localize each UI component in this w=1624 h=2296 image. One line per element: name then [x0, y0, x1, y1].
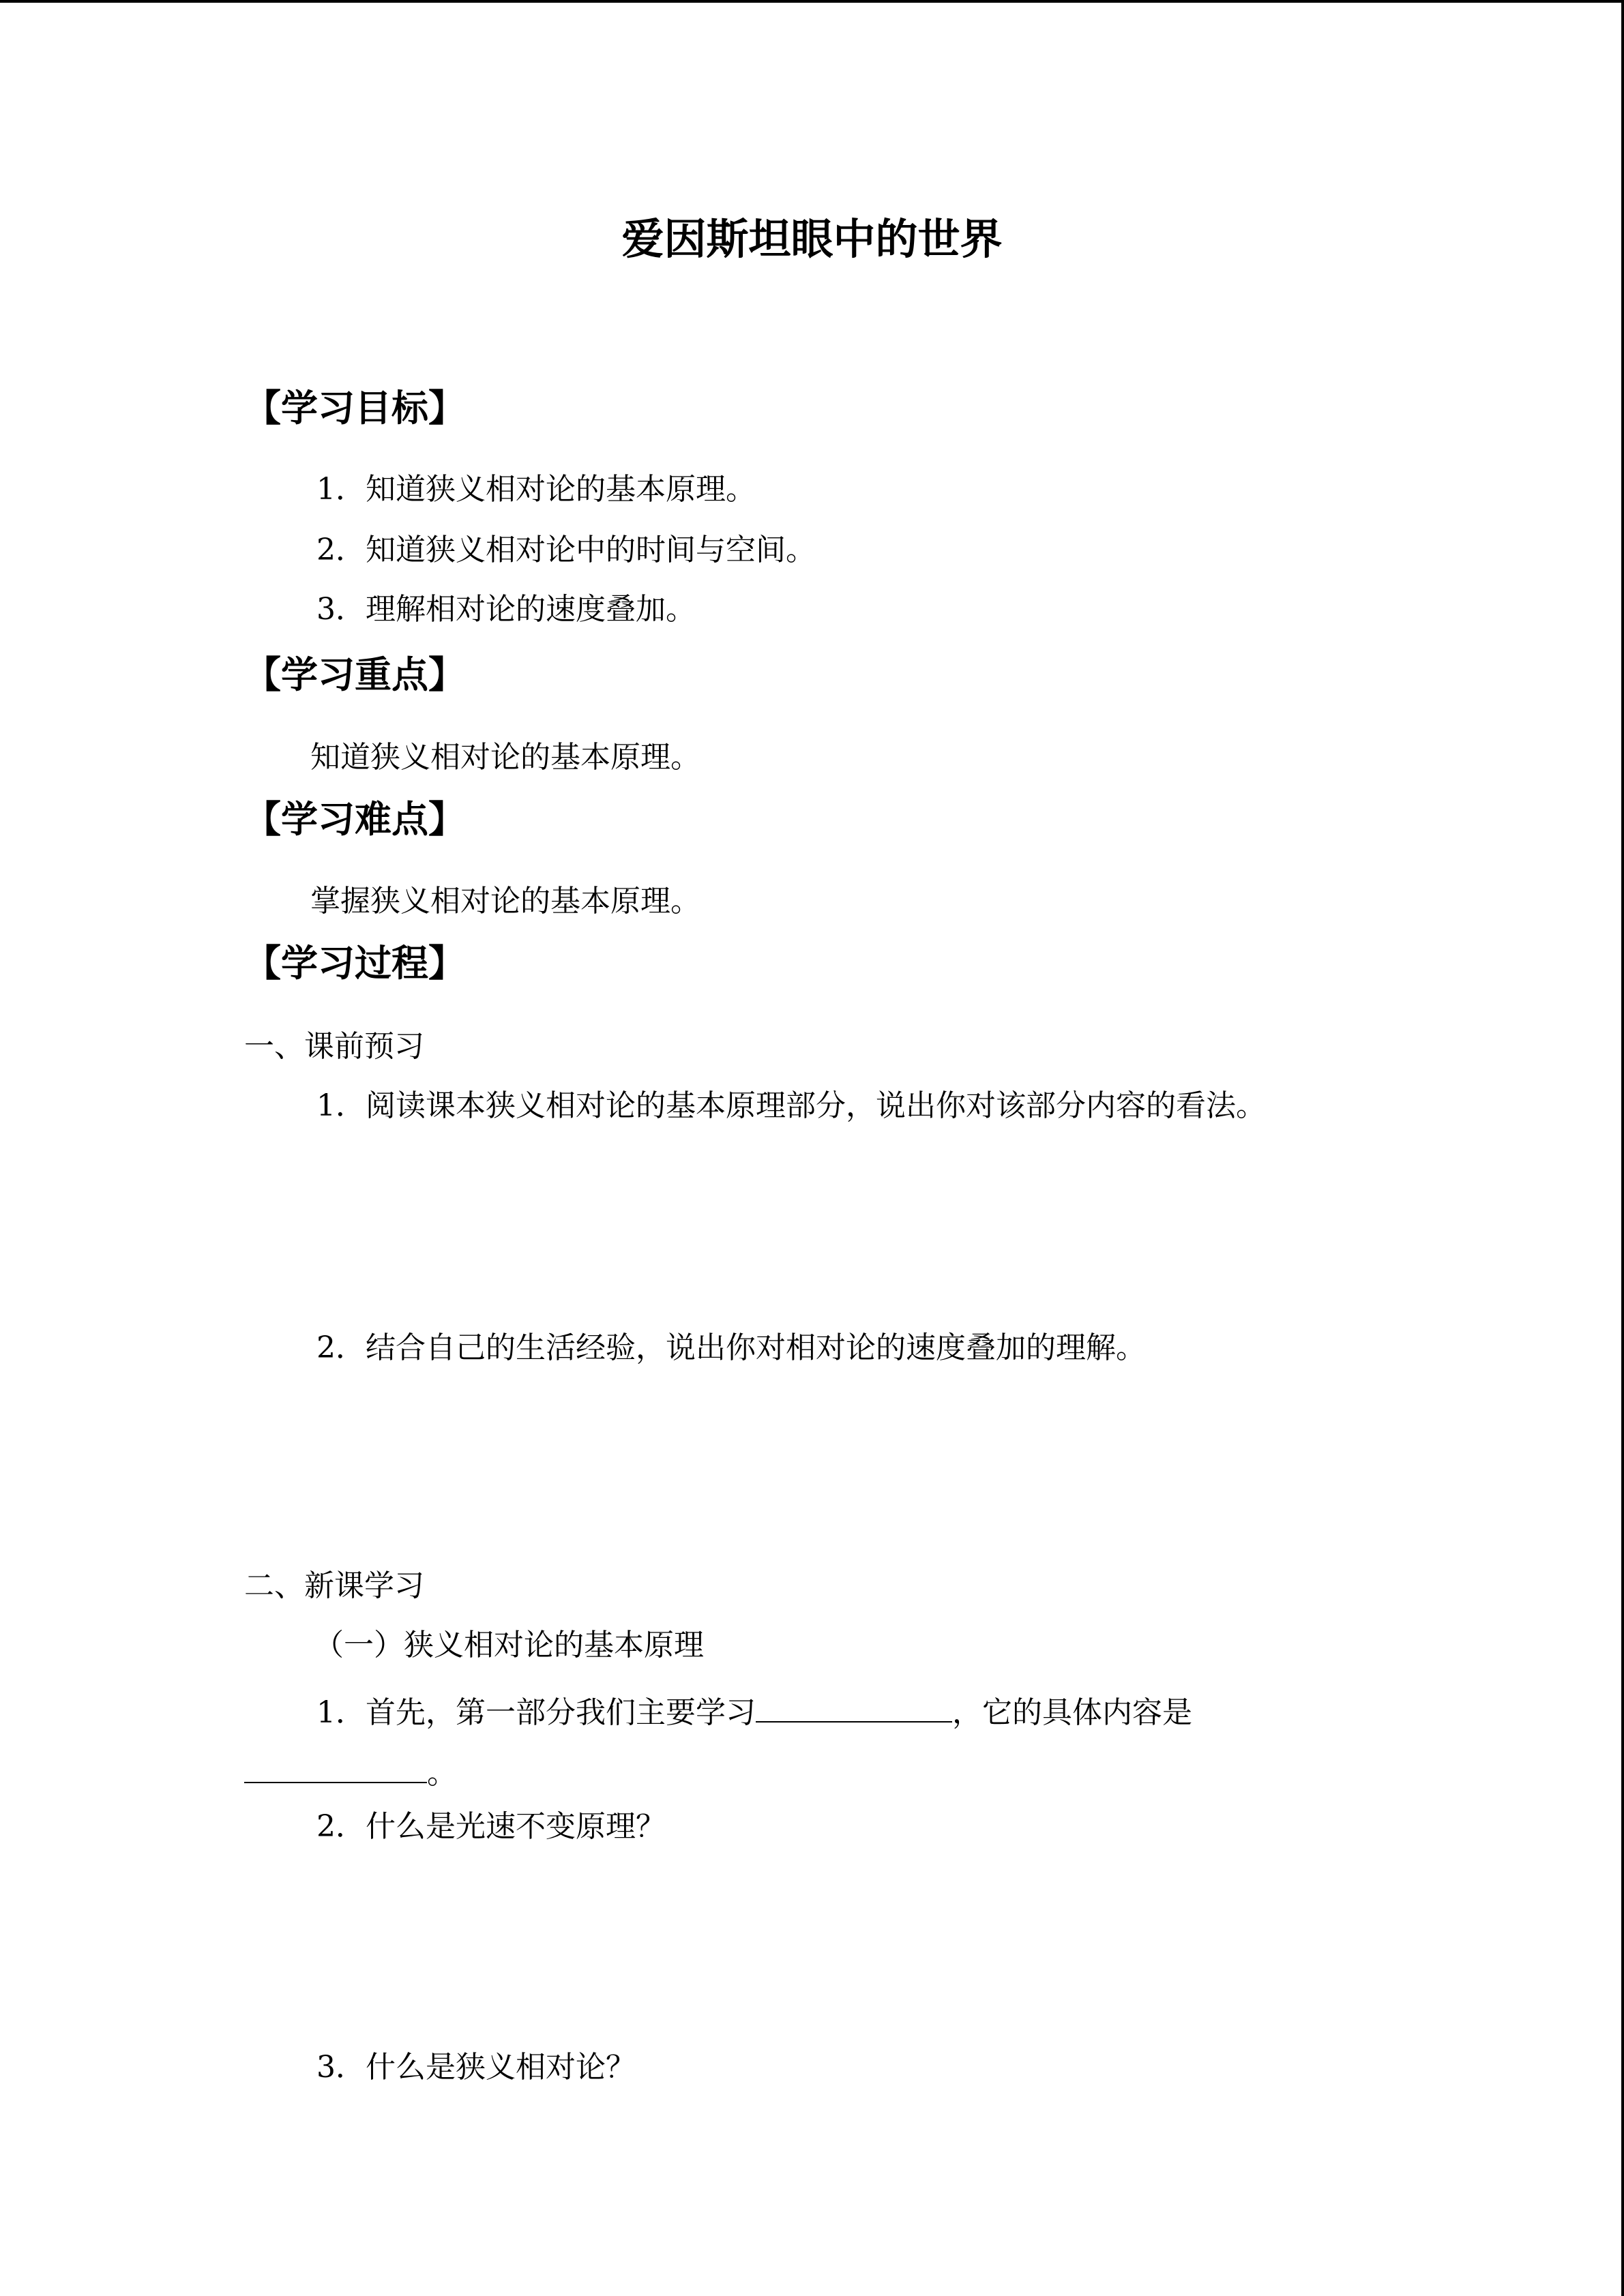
new-lesson-section-title: 二、新课学习 — [244, 1568, 424, 1603]
question-1-text-part1: 1．首先，第一部分我们主要学习 — [316, 1695, 756, 1730]
goal-item-3: 3．理解相对论的速度叠加。 — [316, 592, 696, 627]
preview-question-2: 2．结合自己的生活经验，说出你对相对论的速度叠加的理解。 — [316, 1330, 1146, 1365]
learning-goals-heading: 【学习目标】 — [244, 387, 465, 430]
key-points-text: 知道狭义相对论的基本原理。 — [310, 740, 700, 775]
fill-in-question-1 — [316, 1691, 1192, 1728]
goal-item-1: 1．知道狭义相对论的基本原理。 — [316, 472, 756, 507]
document-title: 爱因斯坦眼中的世界 — [621, 214, 1003, 264]
preview-section-title: 一、课前预习 — [244, 1029, 424, 1064]
page-top-border — [0, 0, 1624, 3]
learning-process-heading: 【学习过程】 — [244, 942, 465, 985]
question-1-text-part2: ，它的具体内容是 — [952, 1695, 1192, 1730]
fill-in-question-1-continued — [244, 1752, 457, 1789]
page-right-border — [1621, 0, 1624, 2296]
answer-blank-2 — [244, 1752, 427, 1783]
difficulties-heading: 【学习难点】 — [244, 798, 465, 841]
goal-item-2: 2．知道狭义相对论中的时间与空间。 — [316, 533, 816, 567]
question-1-end: 。 — [427, 1756, 457, 1791]
subsection-title: （一）狭义相对论的基本原理 — [314, 1628, 704, 1663]
question-3: 3．什么是狭义相对论？ — [316, 2050, 636, 2085]
key-points-heading: 【学习重点】 — [244, 653, 465, 696]
difficulties-text: 掌握狭义相对论的基本原理。 — [310, 884, 700, 919]
answer-blank-1 — [756, 1691, 952, 1723]
question-2: 2．什么是光速不变原理？ — [316, 1809, 666, 1844]
preview-question-1: 1．阅读课本狭义相对论的基本原理部分，说出你对该部分内容的看法。 — [316, 1088, 1266, 1123]
